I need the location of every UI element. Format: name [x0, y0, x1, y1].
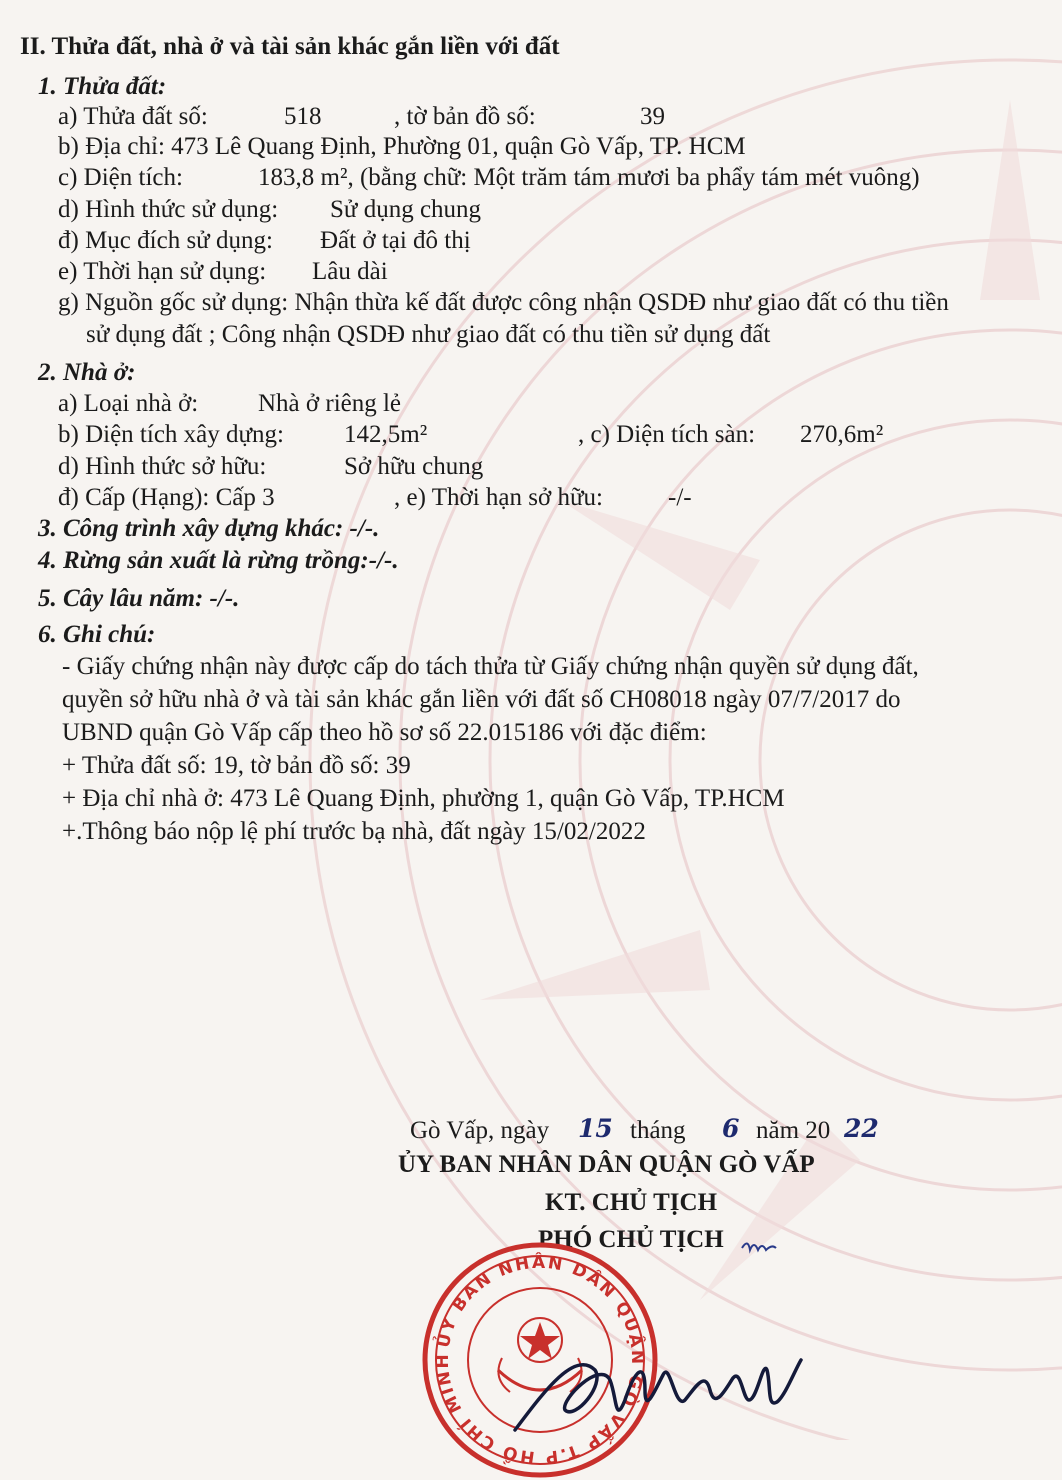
purpose-label: đ) Mục đích sử dụng:: [58, 227, 273, 254]
note-line: quyền sở hữu nhà ở và tài sản khác gắn liền với đất số CH08018 ngày 07/7/2017 do: [62, 686, 901, 713]
term-value: Lâu dài: [312, 258, 388, 285]
build-area-value: 142,5m²: [344, 421, 428, 448]
perennial-trees: 5. Cây lâu năm: -/-.: [38, 585, 240, 612]
note-line: - Giấy chứng nhận này được cấp do tách thửa từ Giấy chứng nhận quyền sử dụng đất,: [62, 653, 919, 680]
floor-area-value: 270,6m²: [800, 421, 884, 448]
own-term-label: , e) Thời hạn sở hữu:: [394, 484, 603, 511]
purpose-value: Đất ở tại đô thị: [320, 227, 471, 254]
area-value: 183,8 m², (bằng chữ: Một trăm tám mươi ba phẩy tám mét vuông): [258, 164, 920, 191]
note-line: + Thửa đất số: 19, tờ bản đồ số: 39: [62, 752, 411, 779]
signing-year-suffix: 22: [844, 1114, 879, 1143]
section-heading: II. Thửa đất, nhà ở và tài sản khác gắn liền với đất: [20, 33, 560, 60]
use-form-value: Sử dụng chung: [330, 196, 482, 223]
svg-text:ỦY BAN NHÂN DÂN QUẬN GÒ VẤP T.: ỦY BAN NHÂN DÂN QUẬN GÒ VẤP T.P HỒ CHÍ MINH: [432, 1252, 648, 1468]
signature: [505, 1330, 805, 1440]
area-label: c) Diện tích:: [58, 164, 183, 191]
land-address: b) Địa chỉ: 473 Lê Quang Định, Phường 01, quận Gò Vấp, TP. HCM: [58, 133, 746, 160]
house-type-value: Nhà ở riêng lẻ: [258, 390, 402, 417]
year-label: năm 20: [756, 1117, 831, 1144]
house-title: 2. Nhà ở:: [38, 359, 136, 386]
note-line: +.Thông báo nộp lệ phí trước bạ nhà, đất ngày 15/02/2022: [62, 818, 646, 845]
parcel-label: a) Thửa đất số:: [58, 103, 208, 130]
month-label: tháng: [630, 1117, 686, 1144]
floor-area-label: , c) Diện tích sàn:: [578, 421, 756, 448]
own-term-value: -/-: [668, 484, 692, 511]
grade-label: đ) Cấp (Hạng): Cấp 3: [58, 484, 275, 511]
use-form-label: d) Hình thức sử dụng:: [58, 196, 279, 223]
parcel-number: 518: [284, 103, 322, 130]
notes-title: 6. Ghi chú:: [38, 621, 156, 648]
origin-line-2: sử dụng đất ; Công nhận QSDĐ như giao đất có thu tiền sử dụng đất: [86, 321, 771, 348]
note-line: UBND quận Gò Vấp cấp theo hồ sơ số 22.015186 với đặc điểm:: [62, 719, 707, 746]
land-title: 1. Thửa đất:: [38, 73, 167, 100]
term-label: e) Thời hạn sử dụng:: [58, 258, 267, 285]
ownership-label: d) Hình thức sở hữu:: [58, 453, 267, 480]
position-title: PHÓ CHỦ TỊCH: [538, 1226, 724, 1253]
on-behalf: KT. CHỦ TỊCH: [545, 1189, 718, 1216]
handwritten-initial: [738, 1222, 798, 1262]
map-number: 39: [640, 103, 665, 130]
signing-place: Gò Vấp, ngày: [410, 1117, 550, 1144]
ownership-value: Sở hữu chung: [344, 453, 484, 480]
house-type-label: a) Loại nhà ở:: [58, 390, 199, 417]
map-label: , tờ bản đồ số:: [394, 103, 536, 130]
authority-name: ỦY BAN NHÂN DÂN QUẬN GÒ VẤP: [398, 1151, 815, 1178]
signing-day: 15: [578, 1114, 613, 1143]
build-area-label: b) Diện tích xây dựng:: [58, 421, 285, 448]
origin-line-1: g) Nguồn gốc sử dụng: Nhận thừa kế đất được công nhận QSDĐ như giao đất có thu tiền: [58, 289, 949, 316]
note-line: + Địa chỉ nhà ở: 473 Lê Quang Định, phường 1, quận Gò Vấp, TP.HCM: [62, 785, 785, 812]
signing-month: 6: [722, 1114, 740, 1143]
forest: 4. Rừng sản xuất là rừng trồng:-/-.: [38, 547, 399, 574]
other-construction: 3. Công trình xây dựng khác: -/-.: [38, 515, 380, 542]
